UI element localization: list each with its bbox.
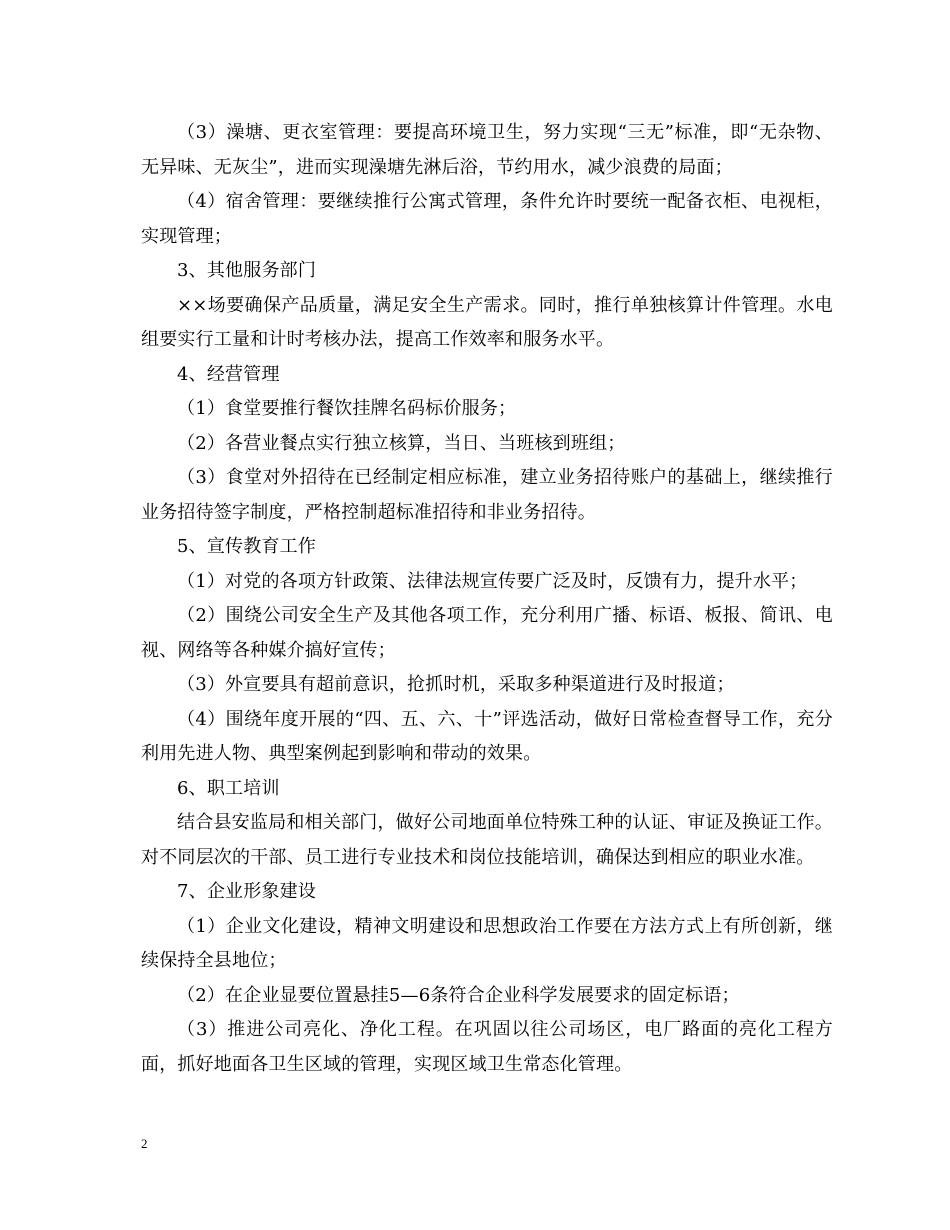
paragraph: （2）在企业显要位置悬挂5—6条符合企业科学发展要求的固定标语；: [177, 984, 740, 1006]
paragraph: （3）澡塘、更衣室管理：要提高环境卫生，努力实现“三无”标准，即“无杂物、无异味、无灰尘”，进而实现澡塘先淋后浴，节约用水，减少浪费的局面；: [141, 122, 833, 178]
paragraph: （1）对党的各项方针政策、法律法规宣传要广泛及时，反馈有力，提升水平；: [177, 570, 808, 592]
paragraph: （3）推进公司亮化、净化工程。在巩固以往公司场区，电厂路面的亮化工程方面，抓好地面各卫生区域的管理，实现区域卫生常态化管理。: [141, 1019, 833, 1075]
document-body: [141, 116, 833, 1082]
paragraph: ××场要确保产品质量，满足安全生产需求。同时，推行单独核算计件管理。水电组要实行工量和计时考核办法，提高工作效率和服务水平。: [141, 294, 833, 350]
paragraph: （4）围绕年度开展的“四、五、六、十”评选活动，做好日常检查督导工作，充分利用先进人物、典型案例起到影响和带动的效果。: [141, 708, 833, 764]
paragraph: （2）各营业餐点实行独立核算，当日、当班核到班组；: [177, 432, 626, 454]
paragraph: 结合县安监局和相关部门，做好公司地面单位特殊工种的认证、审证及换证工作。对不同层次的干部、员工进行专业技术和岗位技能培训，确保达到相应的职业水准。: [141, 812, 833, 868]
paragraph: （3）外宣要具有超前意识，抢抓时机，采取多种渠道进行及时报道；: [177, 674, 735, 695]
page-number: 2: [141, 1136, 148, 1151]
paragraph: （1）企业文化建设，精神文明建设和思想政治工作要在方法方式上有所创新，继续保持全县地位；: [141, 915, 833, 971]
section-heading: 5、宣传教育工作: [177, 536, 317, 557]
paragraph: （1）食堂要推行餐饮挂牌名码标价服务；: [177, 398, 517, 419]
section-heading: 6、职工培训: [177, 777, 280, 799]
paragraph: （4）宿舍管理：要继续推行公寓式管理，条件允许时要统一配备衣柜、电视柜，实现管理；: [141, 191, 833, 247]
section-heading: 7、企业形象建设: [177, 881, 317, 902]
paragraph: （3）食堂对外招待在已经制定相应标准，建立业务招待账户的基础上，继续推行业务招待签字制度，严格控制超标准招待和非业务招待。: [141, 467, 833, 523]
section-heading: 4、经营管理: [177, 363, 280, 385]
section-heading: 3、其他服务部门: [177, 260, 317, 281]
paragraph: （2）围绕公司安全生产及其他各项工作，充分利用广播、标语、板报、简讯、电视、网络等各种媒介搞好宣传；: [141, 605, 833, 661]
